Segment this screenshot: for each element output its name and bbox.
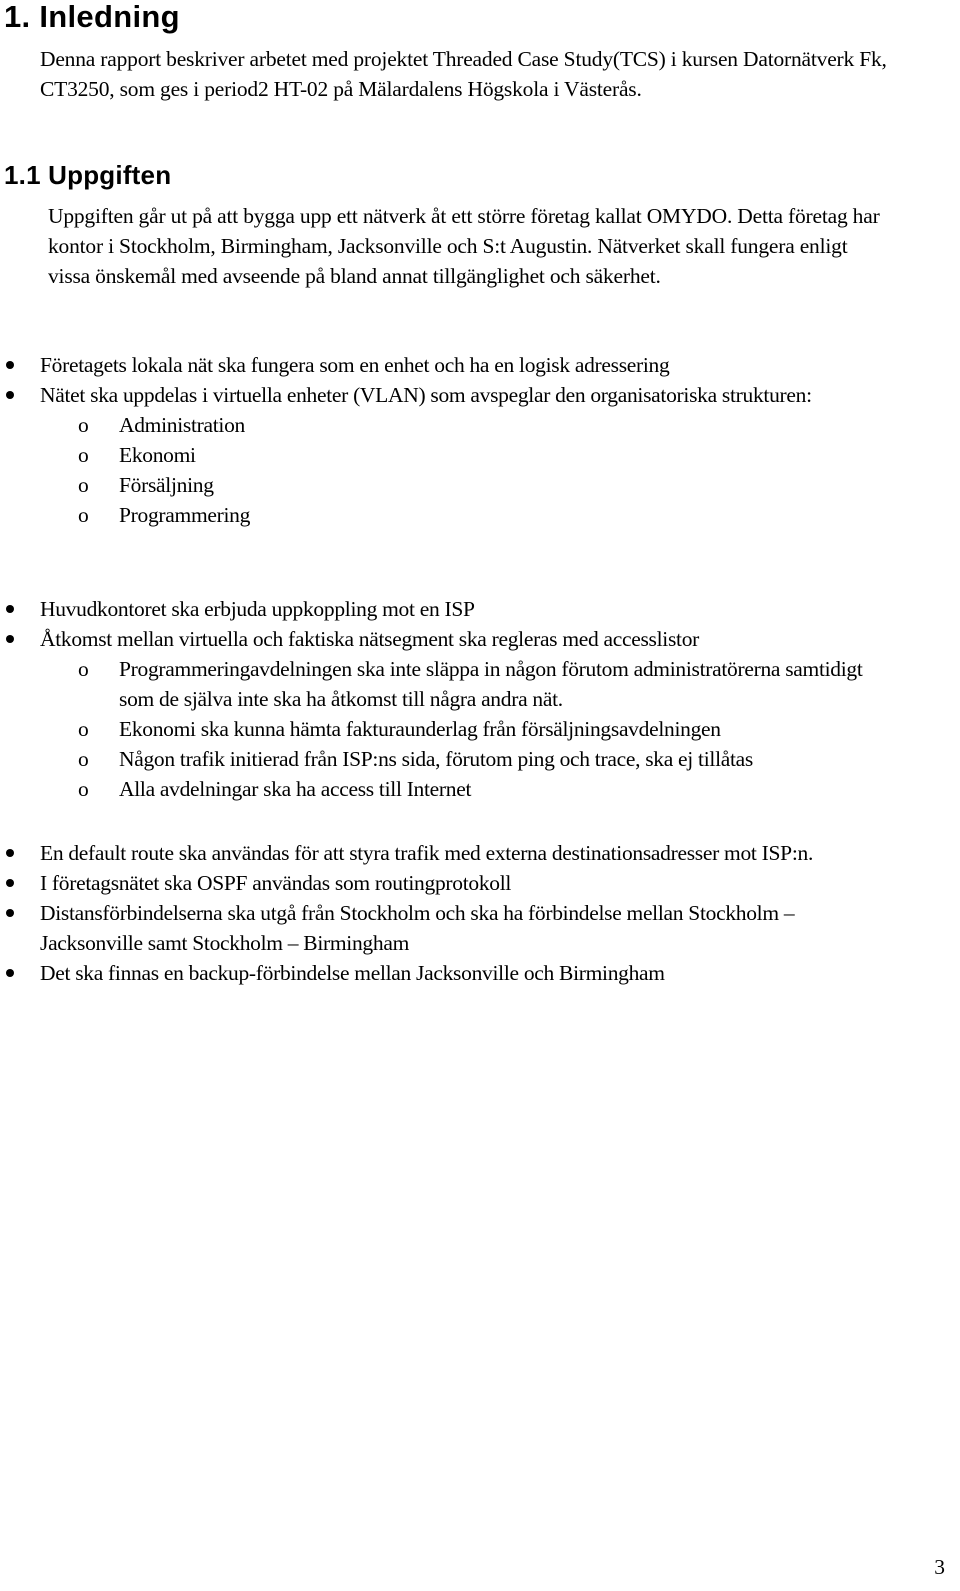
sub-bullet-icon: o <box>78 443 89 467</box>
sublist-item <box>40 440 900 470</box>
sublist-item <box>40 410 900 440</box>
bullet-icon <box>6 909 14 917</box>
list-item-text: Det ska finnas en backup-förbindelse mellan Jacksonville och Birmingham <box>40 961 665 985</box>
list-item-text: Distansförbindelserna ska utgå från Stockholm och ska ha förbindelse mellan Stockholm – Jacksonville samt Stockholm – Birmingham <box>40 901 795 955</box>
bullet-icon <box>6 849 14 857</box>
bullet-icon <box>6 391 14 399</box>
sub-bullet-icon: o <box>78 503 89 527</box>
list-item-text: Huvudkontoret ska erbjuda uppkoppling mot en ISP <box>40 597 475 621</box>
sub-bullet-icon: o <box>78 777 89 801</box>
sublist-item-text: Administration <box>119 413 245 437</box>
requirements-list-3 <box>0 838 900 988</box>
list-item <box>0 838 900 868</box>
list-item-text: Företagets lokala nät ska fungera som en enhet och ha en logisk adressering <box>40 353 670 377</box>
bullet-icon <box>6 969 14 977</box>
bullet-icon <box>6 361 14 369</box>
list-item <box>0 380 900 530</box>
section-heading: 1.1 Uppgiften <box>4 160 172 190</box>
list-item <box>0 958 900 988</box>
sublist-item-text: Alla avdelningar ska ha access till Internet <box>119 777 472 801</box>
list-item <box>0 350 900 380</box>
accesslist-sublist <box>40 654 900 804</box>
sub-bullet-icon: o <box>78 747 89 771</box>
sublist-item <box>40 714 900 744</box>
list-item <box>0 594 900 624</box>
page-number: 3 <box>934 1555 945 1579</box>
bullet-icon <box>6 879 14 887</box>
sub-bullet-icon: o <box>78 717 89 741</box>
sublist-item-text: Programmeringavdelningen ska inte släppa in någon förutom administratörerna samtidigt som de själva inte ska ha åtkomst till några andra nät. <box>119 657 863 711</box>
sublist-item-text: Ekonomi ska kunna hämta fakturaunderlag från försäljningsavdelningen <box>119 717 721 741</box>
vlan-sublist <box>40 410 900 530</box>
sublist-item <box>40 774 900 804</box>
list-item-text: Åtkomst mellan virtuella och faktiska nätsegment ska regleras med accesslistor <box>40 627 700 651</box>
list-item-text: Nätet ska uppdelas i virtuella enheter (VLAN) som avspeglar den organisatoriska strukturen: <box>40 383 812 407</box>
sub-bullet-icon: o <box>78 473 89 497</box>
requirements-list-2 <box>0 594 900 804</box>
bullet-icon <box>6 635 14 643</box>
list-item-text: I företagsnätet ska OSPF användas som routingprotokoll <box>40 871 512 895</box>
intro-paragraph: Denna rapport beskriver arbetet med projektet Threaded Case Study(TCS) i kursen Datornätverk Fk, CT3250, som ges i period2 HT-02 på Mälardalens Högskola i Västerås. <box>40 47 887 101</box>
sub-bullet-icon: o <box>78 657 89 681</box>
sublist-item <box>40 744 900 774</box>
chapter-heading: 1. Inledning <box>4 0 180 34</box>
sublist-item <box>40 470 900 500</box>
list-item <box>0 898 900 958</box>
requirements-list-1 <box>0 350 900 530</box>
sublist-item <box>40 500 900 530</box>
list-item <box>0 868 900 898</box>
sublist-item-text: Försäljning <box>119 473 214 497</box>
sublist-item <box>40 654 900 714</box>
list-item <box>0 624 900 804</box>
list-item-text: En default route ska användas för att styra trafik med externa destinationsadresser mot ISP:n. <box>40 841 814 865</box>
sub-bullet-icon: o <box>78 413 89 437</box>
bullet-icon <box>6 605 14 613</box>
sublist-item-text: Programmering <box>119 503 251 527</box>
task-paragraph: Uppgiften går ut på att bygga upp ett nätverk åt ett större företag kallat OMYDO. Detta företag har kontor i Stockholm, Birmingham, Jacksonville och S:t Augustin. Nätverket skall fungera enligt vissa önskemål med avseende på bland annat tillgänglighet och säkerhet. <box>48 204 880 288</box>
sublist-item-text: Ekonomi <box>119 443 196 467</box>
sublist-item-text: Någon trafik initierad från ISP:ns sida, förutom ping och trace, ska ej tillåtas <box>119 747 753 771</box>
